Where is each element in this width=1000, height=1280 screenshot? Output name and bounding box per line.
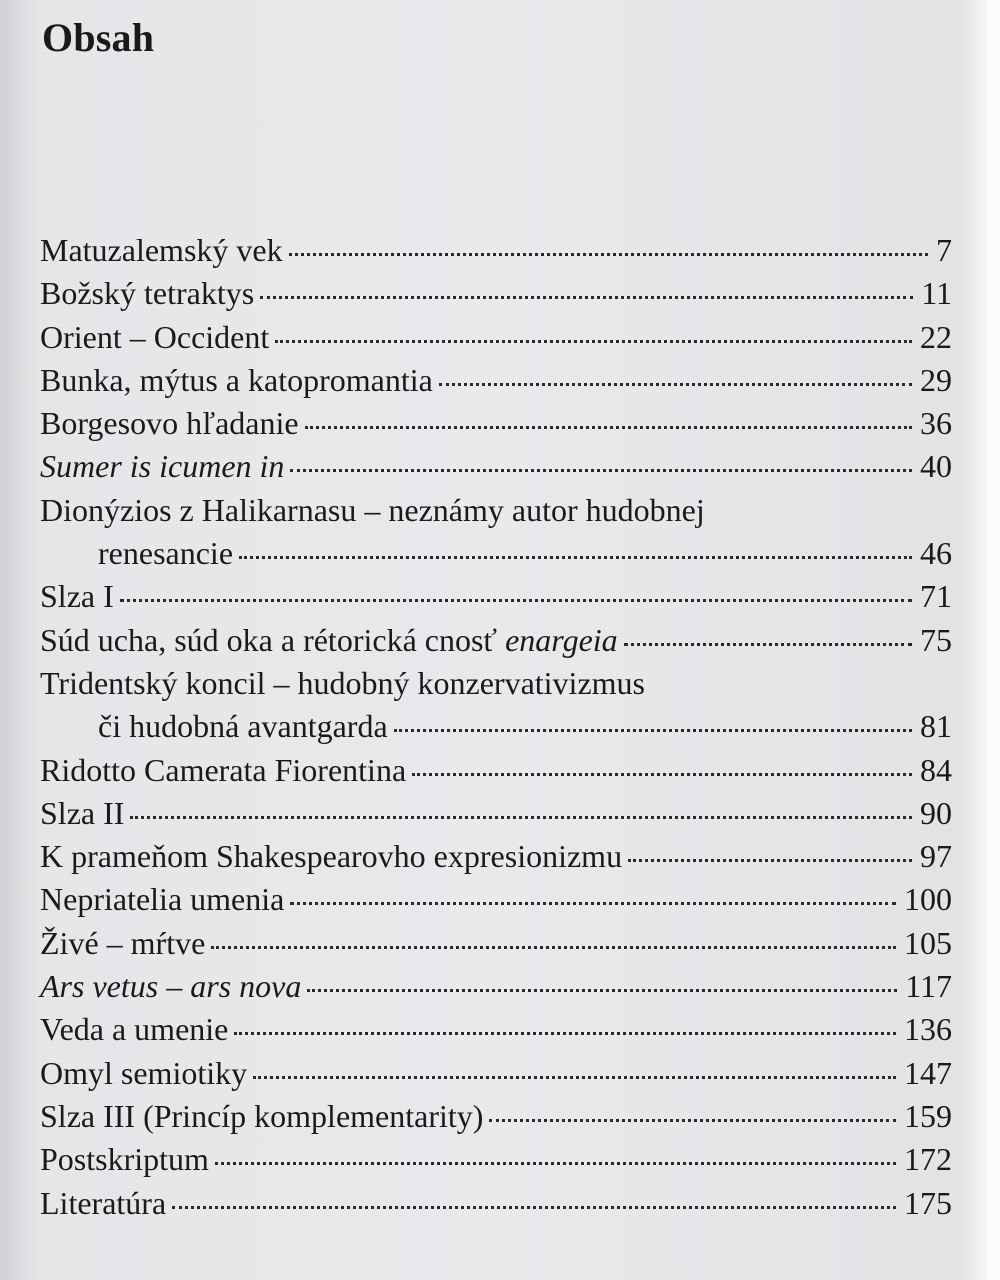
toc-entry <box>40 705 952 748</box>
toc-entry-title: Slza I <box>40 578 114 615</box>
toc-entry <box>40 316 952 359</box>
dot-leader <box>239 556 912 559</box>
page-title: Obsah <box>42 15 155 60</box>
dot-leader <box>628 859 912 862</box>
toc-entry-page: 84 <box>920 751 952 788</box>
dot-leader <box>489 1119 896 1122</box>
table-of-contents <box>40 229 952 1225</box>
toc-entry-title-continued: renesancie <box>98 535 234 572</box>
dot-leader <box>412 773 912 776</box>
toc-entry-page: 46 <box>920 535 952 572</box>
toc-entry-page: 7 <box>936 232 952 268</box>
dot-leader <box>439 383 912 386</box>
toc-entry-title-italic: enargeia <box>505 621 618 658</box>
toc-entry-title: Borgesovo hľadanie <box>40 405 299 442</box>
toc-entry-page: 90 <box>920 794 952 831</box>
toc-entry-title: Nepriatelia umenia <box>40 881 285 918</box>
dot-leader <box>290 902 896 905</box>
toc-entry-page: 11 <box>921 275 952 312</box>
toc-entry-page: 147 <box>904 1054 952 1091</box>
dot-leader <box>253 1076 896 1079</box>
dot-leader <box>130 816 912 819</box>
toc-entry <box>40 965 952 1008</box>
toc-entry <box>40 402 952 445</box>
toc-entry-page: 117 <box>905 968 952 1005</box>
toc-entry <box>40 749 952 792</box>
toc-entry <box>40 1052 952 1095</box>
toc-entry <box>40 359 952 402</box>
toc-entry <box>40 1095 952 1138</box>
dot-leader <box>260 296 913 299</box>
toc-entry-title: Orient – Occident <box>40 318 270 355</box>
toc-entry <box>40 1138 952 1181</box>
toc-entry-title <box>40 619 618 662</box>
toc-entry-page: 175 <box>904 1184 952 1221</box>
toc-entry-first-line <box>40 662 952 705</box>
dot-leader <box>394 729 912 732</box>
toc-entry-title: K prameňom Shakespearovho expresionizmu <box>40 838 623 875</box>
toc-entry-title: Ridotto Camerata Fiorentina <box>40 751 407 788</box>
toc-entry <box>40 445 952 488</box>
toc-entry-first-line <box>40 489 952 532</box>
toc-entry <box>40 229 952 272</box>
toc-entry <box>40 792 952 835</box>
toc-entry-page: 105 <box>904 924 952 961</box>
toc-entry-title-text: Súd ucha, súd oka a rétorická cnosť <box>40 621 506 658</box>
dot-leader <box>305 426 912 429</box>
dot-leader <box>172 1206 896 1209</box>
toc-entry-page: 136 <box>904 1011 952 1048</box>
toc-entry-page: 36 <box>920 405 952 442</box>
toc-entry-title: Veda a umenie <box>40 1011 229 1048</box>
toc-entry <box>40 532 952 575</box>
page-edge <box>988 0 1000 1280</box>
toc-entry-page: 40 <box>920 448 952 485</box>
toc-entry <box>40 1182 952 1225</box>
dot-leader <box>307 989 897 992</box>
toc-entry-title: Literatúra <box>40 1184 167 1221</box>
toc-entry-title: Slza II <box>40 794 125 831</box>
dot-leader <box>215 1162 896 1165</box>
dot-leader <box>290 469 912 472</box>
toc-entry <box>40 922 952 965</box>
toc-entry-page: 159 <box>904 1097 952 1134</box>
dot-leader <box>275 340 912 343</box>
toc-entry-title: Omyl semiotiky <box>40 1054 248 1091</box>
toc-entry-title: Tridentský koncil – hudobný konzervativizmus <box>40 664 645 701</box>
dot-leader <box>624 643 912 646</box>
toc-entry-title: Bunka, mýtus a katopromantia <box>40 361 433 398</box>
toc-entry-page: 75 <box>920 621 952 658</box>
toc-entry-page: 29 <box>920 361 952 398</box>
toc-entry-page: 172 <box>904 1141 952 1178</box>
toc-entry-title: Dionýzios z Halikarnasu – neznámy autor hudobnej <box>40 491 705 528</box>
toc-entry-title: Sumer is icumen in <box>40 448 285 485</box>
toc-entry <box>40 575 952 618</box>
toc-entry-title: Ars vetus – ars nova <box>40 968 302 1005</box>
toc-entry <box>40 878 952 921</box>
toc-entry-page: 97 <box>920 838 952 875</box>
toc-entry-title: Postskriptum <box>40 1141 209 1178</box>
dot-leader <box>120 599 912 602</box>
toc-entry <box>40 619 952 662</box>
toc-entry-page: 81 <box>920 708 952 745</box>
toc-entry <box>40 272 952 315</box>
toc-entry-page: 71 <box>920 578 952 615</box>
toc-entry-title: Božský tetraktys <box>40 275 255 312</box>
toc-entry-page: 22 <box>920 318 952 355</box>
toc-entry <box>40 835 952 878</box>
dot-leader <box>211 946 896 949</box>
toc-entry-title: Matuzalemský vek <box>40 232 283 268</box>
dot-leader <box>289 253 928 256</box>
toc-entry-title: Živé – mŕtve <box>40 924 206 961</box>
toc-entry-title: Slza III (Princíp komplementarity) <box>40 1097 484 1134</box>
toc-entry <box>40 1008 952 1051</box>
toc-entry-page: 100 <box>904 881 952 918</box>
dot-leader <box>234 1032 896 1035</box>
toc-entry-title-continued: či hudobná avantgarda <box>98 708 388 745</box>
